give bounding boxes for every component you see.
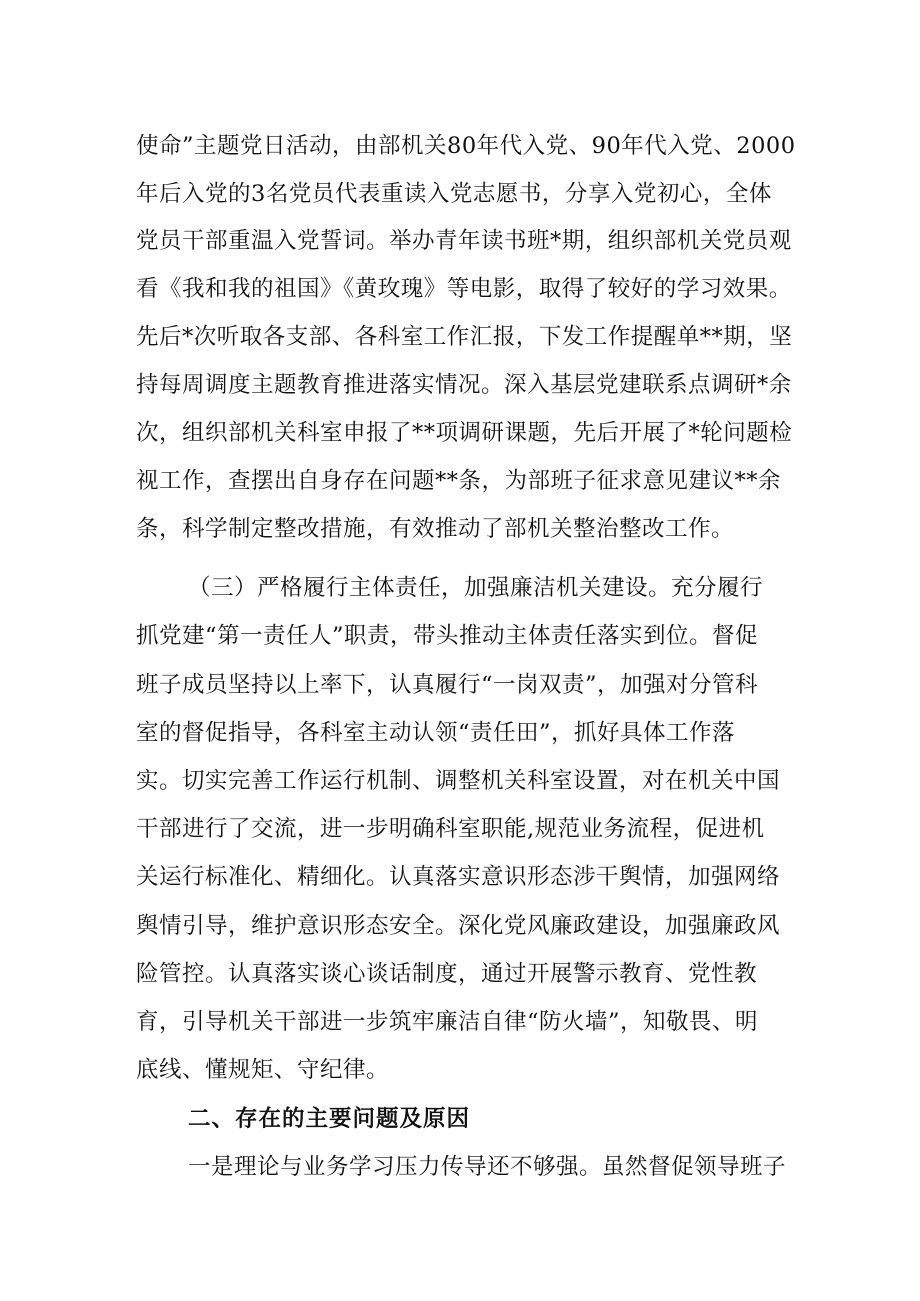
paragraph-line: 室的督促指导，各科室主动认领“责任田”，抓好具体工作落 [136, 720, 736, 746]
paragraph-line: 实。切实完善工作运行机制、调整机关科室设置，对在机关中国 [136, 768, 781, 794]
paragraph-line: 舆情引导，维护意识形态安全。深化党风廉政建设，加强廉政风 [136, 913, 781, 939]
paragraph-line: 险管控。认真落实谈心谈话制度，通过开展警示教育、党性教 [136, 961, 758, 987]
paragraph-line: 视工作，查摆出自身存在问题**条，为部班子征求意见建议**余 [136, 468, 782, 494]
paragraph-line: 关运行标准化、精细化。认真落实意识形态涉干舆情，加强网络 [136, 864, 781, 890]
paragraph-line: 先后*次听取各支部、各科室工作汇报，下发工作提醒单**期，坚 [136, 324, 793, 350]
paragraph-line: 看《我和我的祖国》《黄玫瑰》等电影，取得了较好的学习效果。 [136, 276, 792, 302]
paragraph-line: 条，科学制定整改措施，有效推动了部机关整治整改工作。 [136, 516, 735, 542]
subsection-heading-line: （三）严格履行主体责任，加强廉洁机关建设。充分履行 [188, 575, 764, 601]
paragraph-line: 育，引导机关干部进一步筑牢廉洁自律“防火墙”，知敬畏、明 [136, 1009, 759, 1035]
section-heading: 二、存在的主要问题及原因 [188, 1106, 471, 1132]
paragraph-line: 干部进行了交流，进一步明确科室职能,规范业务流程，促进机 [136, 816, 765, 842]
paragraph-line: 使命”主题党日活动，由部机关80年代入党、90年代入党、2000 [136, 133, 796, 159]
paragraph-line: 班子成员坚持以上率下，认真履行“一岗双责”，加强对分管科 [136, 672, 759, 698]
paragraph-line: 底线、懂规矩、守纪律。 [136, 1057, 390, 1083]
paragraph-line: 持每周调度主题教育推进落实情况。深入基层党建联系点调研*余 [136, 372, 792, 398]
paragraph-line: 抓党建“第一责任人”职责，带头推动主体责任落实到位。督促 [136, 623, 759, 649]
paragraph-line: 党员干部重温入党誓词。举办青年读书班*期，组织部机关党员观 [136, 228, 792, 254]
paragraph-line: 年后入党的3名党员代表重读入党志愿书，分享入党初心，全体 [136, 181, 772, 207]
paragraph-line: 次，组织部机关科室申报了**项调研课题，先后开展了*轮问题检 [136, 420, 793, 446]
paragraph-line: 一是理论与业务学习压力传导还不够强。虽然督促领导班子 [188, 1154, 787, 1180]
